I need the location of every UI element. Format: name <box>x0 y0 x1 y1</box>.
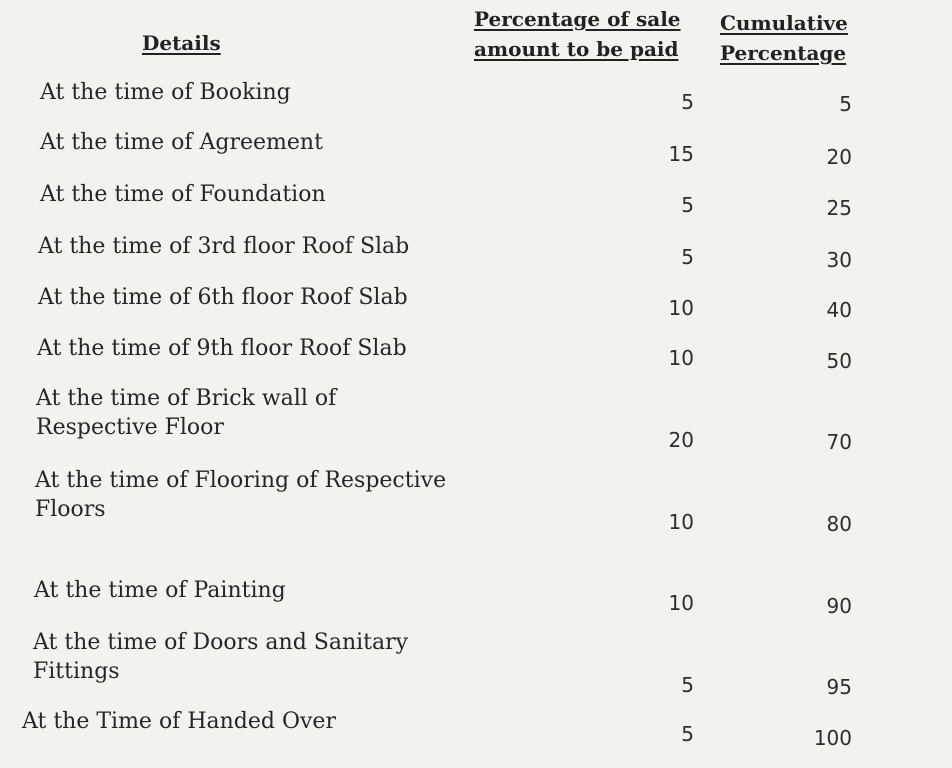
row-detail: At the time of Flooring of Respective Floors <box>35 468 447 522</box>
row-cumulative: 20 <box>826 145 852 169</box>
row-cumulative: 5 <box>839 92 852 116</box>
row-detail: At the time of 9th floor Roof Slab <box>37 336 407 361</box>
cumulative-header-line1: Cumulative <box>720 11 848 35</box>
row-percentage: 5 <box>681 193 694 217</box>
row-percentage: 5 <box>681 673 694 697</box>
row-detail: At the time of Doors and Sanitary Fittings <box>33 630 409 684</box>
row-percentage: 15 <box>668 142 694 166</box>
percentage-header-line2: amount to be paid <box>474 37 679 61</box>
row-cumulative: 25 <box>826 196 852 220</box>
row-detail: At the time of Foundation <box>40 182 326 207</box>
row-detail: At the time of Booking <box>40 80 291 105</box>
row-cumulative: 100 <box>813 726 852 750</box>
row-detail: At the time of Brick wall of Respective Floor <box>36 386 337 440</box>
details-column-header <box>142 28 221 58</box>
row-percentage: 5 <box>681 90 694 114</box>
cumulative-column-header <box>720 8 848 68</box>
row-cumulative: 50 <box>826 349 852 373</box>
row-cumulative: 70 <box>826 430 852 454</box>
percentage-header-line1: Percentage of sale <box>474 7 681 31</box>
row-detail: At the Time of Handed Over <box>22 709 336 734</box>
cumulative-header-line2: Percentage <box>720 41 847 65</box>
row-cumulative: 80 <box>826 512 852 536</box>
row-percentage: 10 <box>668 591 694 615</box>
row-percentage: 20 <box>668 428 694 452</box>
row-percentage: 10 <box>668 296 694 320</box>
row-percentage: 5 <box>681 722 694 746</box>
row-detail: At the time of Painting <box>34 578 286 603</box>
row-percentage: 10 <box>668 346 694 370</box>
row-cumulative: 40 <box>826 298 852 322</box>
row-detail: At the time of 6th floor Roof Slab <box>38 285 408 310</box>
row-percentage: 5 <box>681 245 694 269</box>
row-detail: At the time of Agreement <box>40 130 323 155</box>
row-cumulative: 30 <box>826 248 852 272</box>
details-header-text: Details <box>142 31 221 55</box>
row-cumulative: 90 <box>826 594 852 618</box>
row-detail: At the time of 3rd floor Roof Slab <box>38 234 410 259</box>
row-cumulative: 95 <box>826 675 852 699</box>
row-percentage: 10 <box>668 510 694 534</box>
percentage-column-header <box>474 4 681 64</box>
